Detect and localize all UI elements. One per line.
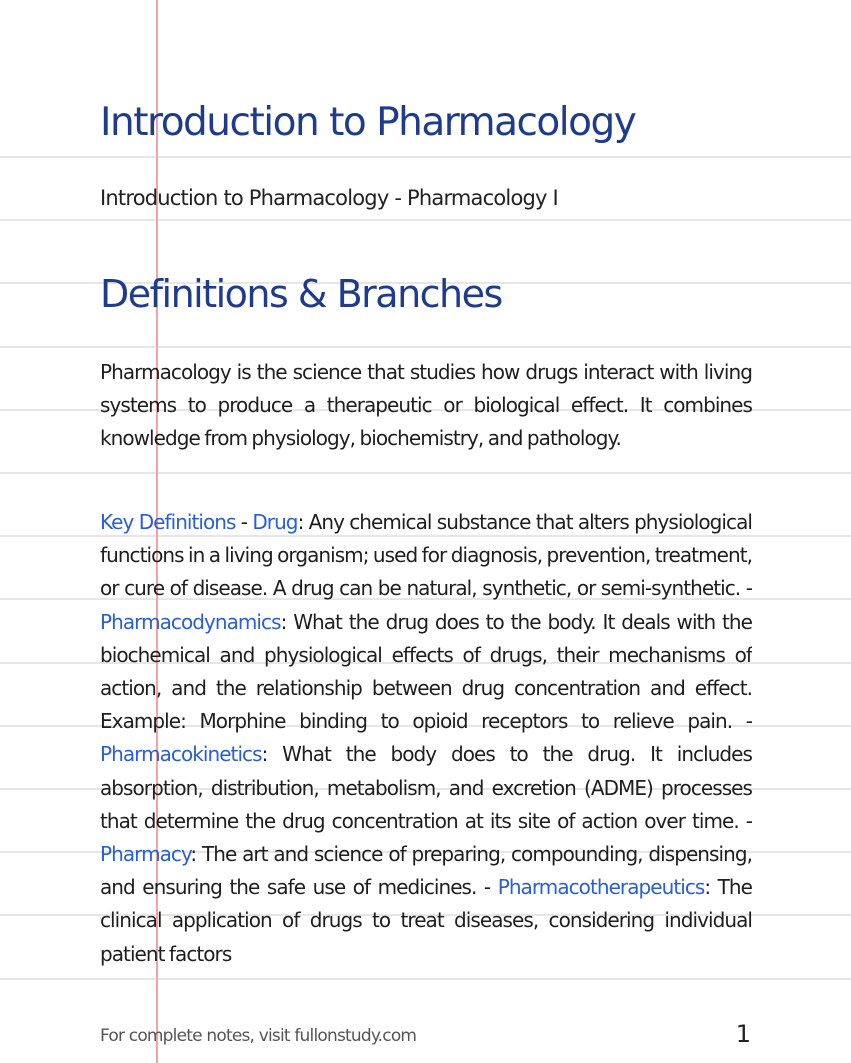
definition-pharmacokinetics: : What the body does to the drug. It includes absorption, distribution, metabolism, and excretion (ADME) processes that determine the drug concentration at its site of action over time. - <box>100 742 752 833</box>
definition-drug: : Any chemical substance that alters physiological functions in a living organism; used for diagnosis, prevention, treatment, or cure of disease. A drug can be natural, synthetic, or semi-synthetic. - <box>100 510 752 601</box>
page-subtitle: Introduction to Pharmacology - Pharmacology I <box>100 186 558 210</box>
ruled-line <box>0 219 851 221</box>
ruled-line <box>0 978 851 980</box>
footer-note: For complete notes, visit fullonstudy.com <box>100 1026 417 1046</box>
page-title: Introduction to Pharmacology <box>100 100 636 145</box>
intro-paragraph: Pharmacology is the science that studies how drugs interact with living systems to produce a therapeutic or biological effect. It combines knowledge from physiology, biochemistry, and pathology. <box>100 360 752 451</box>
separator: - <box>235 510 253 534</box>
section-heading: Definitions & Branches <box>100 272 502 316</box>
ruled-line <box>0 156 851 158</box>
page-number: 1 <box>735 1020 751 1048</box>
term-pharmacotherapeutics: Pharmacotherapeutics <box>497 875 705 900</box>
definitions-paragraph <box>100 506 752 968</box>
ruled-line <box>0 346 851 348</box>
term-drug: Drug <box>252 510 298 534</box>
term-pharmacokinetics: Pharmacokinetics <box>100 742 262 767</box>
ruled-line <box>0 472 851 474</box>
key-definitions-label: Key Definitions <box>100 510 236 534</box>
term-pharmacy: Pharmacy <box>100 842 191 867</box>
definition-pharmacy: : The art and science of preparing, compounding, dispensing, and ensuring the safe use of medicines. - <box>100 842 752 900</box>
definition-pharmacotherapeutics: : The clinical application of drugs to treat diseases, considering individual patient factors <box>100 875 752 966</box>
term-pharmacodynamics: Pharmacodynamics <box>100 609 281 634</box>
definition-pharmacodynamics: : What the drug does to the body. It deals with the biochemical and physiological effects of drugs, their mechanisms of action, and the relationship between drug concentration and effect. Example: Morphine binding to opioid receptors to relieve pain. - <box>100 609 752 734</box>
